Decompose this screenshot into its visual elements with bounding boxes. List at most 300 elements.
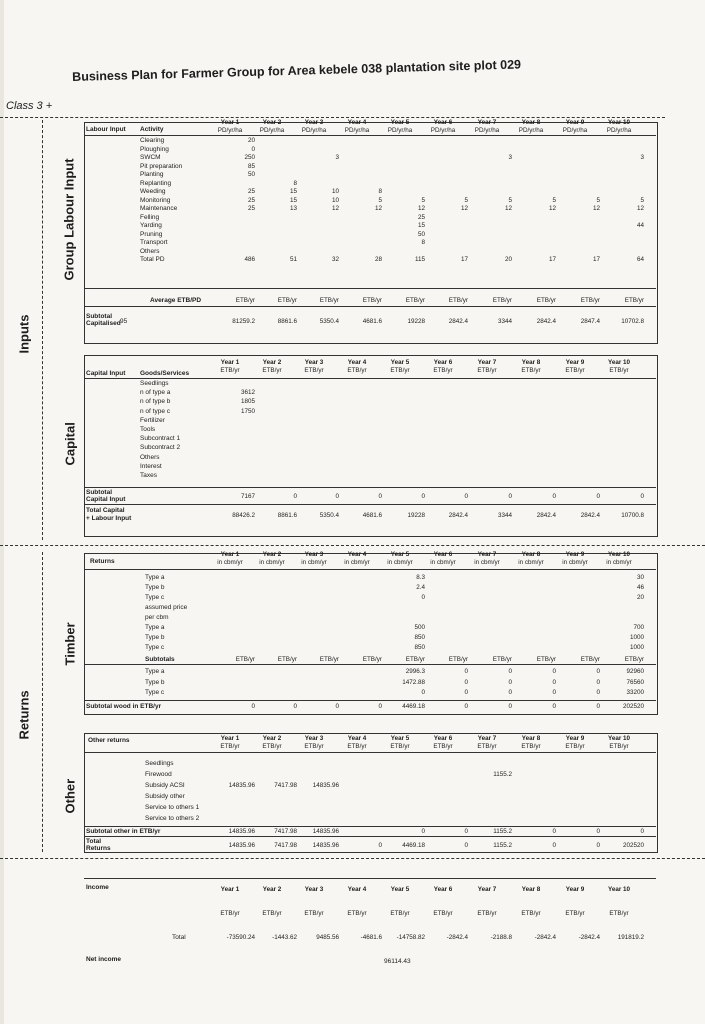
timber-subtotal-unit: ETB/yr [405, 656, 425, 663]
labour-unit-header: PD/yr/ha [474, 127, 500, 134]
other-row-label: Subsidy ACSI [145, 782, 185, 789]
timber-cell: 8.3 [416, 574, 425, 581]
other-total-cell: 0 [464, 842, 468, 849]
timber-cell: 0 [596, 678, 600, 686]
capital-total-cell: 8861.6 [277, 512, 297, 519]
timber-total-cell: 0 [552, 703, 556, 710]
capital-total-cell: 0 [421, 493, 425, 500]
other-total-cell: 0 [596, 828, 600, 835]
timber-row-label: Type b [145, 584, 165, 591]
labour-cell: 5 [596, 196, 600, 204]
other-total-cell: 7417.98 [274, 842, 297, 849]
other-total-cell: 0 [596, 842, 600, 849]
labour-cell: 12 [636, 205, 644, 212]
labour-row-label: SWCM [140, 154, 161, 161]
capital-total-cell: 0 [552, 493, 556, 500]
timber-row-label: Type a [145, 668, 165, 675]
capital-total-cell: 0 [293, 493, 297, 500]
labour-cell: 5 [640, 196, 644, 204]
capital-row-label: n of type b [140, 398, 171, 406]
income-total-cell: 9485.56 [316, 934, 339, 941]
labour-total-cell: 81259.2 [232, 318, 255, 325]
labour-cell: 3 [335, 154, 339, 161]
capital-unit-header: ETB/yr [433, 367, 453, 374]
other-header-rule [84, 752, 656, 753]
labour-avg-unit: ETB/yr [235, 297, 255, 304]
other-unit-header: ETB/yr [262, 743, 282, 750]
timber-row-label: Type a [145, 624, 165, 631]
timber-subtotals-label: Subtotals [145, 656, 175, 663]
timber-year-header: Year 3 [304, 551, 324, 558]
divider-returns-end [0, 858, 705, 859]
income-unit-header: ETB/yr [477, 910, 497, 917]
income-year-header: Year 3 [304, 886, 324, 893]
income-unit-header: ETB/yr [521, 910, 541, 917]
capital-unit-header: ETB/yr [477, 367, 497, 374]
capital-row-label: n of type a [140, 389, 171, 397]
other-cell: 7417.98 [274, 782, 297, 789]
other-sub-rule [84, 826, 656, 827]
timber-cell: 0 [464, 668, 468, 675]
labour-cell: 15 [417, 222, 425, 229]
income-total-label: Total [172, 934, 186, 941]
labour-cell: 17 [592, 256, 600, 263]
other-row-label: Seedlings [145, 760, 174, 767]
labour-year-header: Year 6 [433, 119, 453, 126]
other-unit-header: ETB/yr [565, 743, 585, 750]
other-total-rule [84, 836, 656, 837]
income-total-cell: -2842.4 [534, 934, 556, 941]
timber-unit-header: in cbm/yr [217, 559, 243, 566]
timber-cell: 46 [636, 584, 644, 591]
labour-row-label: Replanting [140, 179, 172, 187]
timber-cell: 0 [552, 668, 556, 675]
capital-total-cell: 19228 [407, 512, 425, 519]
income-total-cell: -4681.6 [360, 934, 382, 941]
capital-unit-header: ETB/yr [521, 367, 541, 374]
other-unit-header: ETB/yr [609, 743, 629, 750]
document-title: Business Plan for Farmer Group for Area kebele 038 plantation site plot 029 [72, 57, 522, 84]
timber-total-cell: 202520 [622, 703, 644, 710]
labour-avg-unit: ETB/yr [448, 297, 468, 304]
capital-row-label: Others [140, 453, 160, 461]
income-total-cell: -2842.4 [446, 934, 468, 941]
timber-cell: 700 [633, 624, 644, 631]
capital-unit-header: ETB/yr [262, 367, 282, 374]
capital-year-header: Year 1 [220, 359, 240, 366]
income-col0-header: Income [86, 884, 109, 891]
timber-subtotal-unit: ETB/yr [235, 656, 255, 663]
labour-avg-unit: ETB/yr [319, 297, 339, 304]
timber-unit-header: in cbm/yr [518, 559, 544, 566]
labour-header-rule [84, 135, 656, 136]
timber-total-cell: 0 [508, 703, 512, 710]
capital-col0-header: Capital Input [86, 370, 126, 377]
other-unit-header: ETB/yr [304, 743, 324, 750]
timber-year-header: Year 1 [220, 551, 240, 558]
capital-sub-rule [84, 487, 656, 488]
divider-inputs-returns [0, 545, 705, 546]
labour-avg-unit: ETB/yr [492, 297, 512, 304]
timber-cell: 850 [414, 644, 425, 651]
capital-year-header: Year 8 [521, 359, 541, 366]
income-year-header: Year 5 [390, 886, 410, 893]
labour-total-cell: 2847.4 [580, 318, 600, 325]
labour-row-label: Total PD [140, 256, 165, 263]
other-unit-header: ETB/yr [433, 743, 453, 750]
income-total-cell: 191819.2 [617, 934, 644, 941]
timber-year-header: Year 6 [433, 551, 453, 558]
timber-row-label: Type a [145, 574, 165, 581]
timber-cell: 850 [414, 634, 425, 641]
labour-totalpd-rule [84, 288, 656, 289]
capital-total-cell: 0 [378, 493, 382, 500]
timber-total-cell: 0 [464, 703, 468, 710]
capital-year-header: Year 9 [565, 359, 585, 366]
labour-cell: 12 [504, 205, 512, 212]
capital-row-label: n of type c [140, 407, 170, 415]
labour-avg-unit: ETB/yr [405, 297, 425, 304]
labour-avg-value: 95 [120, 318, 128, 325]
timber-cell: 1000 [629, 644, 644, 651]
timber-cell: 0 [464, 678, 468, 686]
income-year-header: Year 6 [433, 886, 453, 893]
timber-unit-header: in cbm/yr [344, 559, 370, 566]
capital-total-cell: 88426.2 [232, 512, 255, 519]
other-total-label: Total [86, 838, 102, 845]
timber-subtotal-unit: ETB/yr [319, 656, 339, 663]
labour-cell: 25 [247, 188, 255, 195]
labour-cell: 12 [374, 205, 382, 212]
other-row-label: Service to others 2 [145, 815, 200, 822]
labour-col1-header: Activity [140, 126, 164, 133]
labour-total-cell: 4681.6 [362, 318, 382, 325]
labour-cell: 12 [331, 205, 339, 212]
timber-subtotal-unit: ETB/yr [492, 656, 512, 663]
timber-unit-header: in cbm/yr [606, 559, 632, 566]
capital-total-cell: 7167 [240, 493, 255, 500]
income-unit-header: ETB/yr [433, 910, 453, 917]
timber-cell: 76560 [626, 678, 644, 686]
other-row-label: Firewood [145, 771, 172, 778]
other-year-header: Year 3 [304, 735, 324, 742]
timber-total-cell: 0 [596, 703, 600, 710]
timber-total-cell: 0 [293, 703, 297, 710]
other-col0-header: Other returns [88, 737, 130, 744]
labour-cell: 15 [289, 188, 297, 195]
labour-year-header: Year 4 [347, 119, 367, 126]
income-total-cell: -1443.62 [272, 934, 297, 941]
labour-cell: 25 [247, 205, 255, 212]
capital-subtotal-label: Subtotal [86, 489, 112, 496]
labour-avg-unit: ETB/yr [277, 297, 297, 304]
labour-cell: 85 [247, 162, 255, 170]
labour-year-header: Year 1 [220, 119, 240, 126]
timber-unit-header: in cbm/yr [474, 559, 500, 566]
labour-cell: 28 [374, 256, 382, 263]
timber-subtotal-unit: ETB/yr [277, 656, 297, 663]
labour-col0-header: Labour Input [86, 126, 126, 133]
timber-unit-header: in cbm/yr [562, 559, 588, 566]
income-total-cell: -73590.24 [226, 934, 255, 941]
capital-total-cell: 0 [464, 493, 468, 500]
labour-subtotal-label: Subtotal [86, 313, 112, 320]
other-section-label: Other [62, 778, 78, 814]
other-total-cell: 0 [640, 828, 644, 835]
income-year-header: Year 1 [220, 886, 240, 893]
labour-cell: 13 [289, 205, 297, 212]
timber-cell: 0 [552, 689, 556, 696]
divider-top [0, 117, 665, 118]
capital-total-label2: + Labour Input [86, 515, 132, 522]
timber-subtotal-rule [84, 664, 656, 665]
labour-cell: 5 [378, 196, 382, 204]
labour-total-cell: 3344 [497, 318, 512, 325]
capital-total-cell: 2842.4 [448, 512, 468, 519]
other-year-header: Year 2 [262, 735, 282, 742]
labour-cell: 8 [378, 188, 382, 195]
returns-label: Returns [16, 690, 32, 740]
labour-cell: 5 [508, 196, 512, 204]
labour-unit-header: PD/yr/ha [301, 127, 327, 134]
capital-year-header: Year 5 [390, 359, 410, 366]
timber-total-cell: 4469.18 [402, 703, 425, 710]
timber-subtotal-wood-label: Subtotal wood in ETB/yr [86, 703, 162, 710]
timber-cell: 0 [508, 668, 512, 675]
capital-year-header: Year 7 [477, 359, 497, 366]
income-year-header: Year 7 [477, 886, 497, 893]
income-unit-header: ETB/yr [262, 910, 282, 917]
labour-year-header: Year 10 [607, 119, 631, 126]
timber-cell: 0 [596, 689, 600, 696]
other-total-cell: 4469.18 [402, 842, 425, 849]
labour-unit-header: PD/yr/ha [562, 127, 588, 134]
timber-year-header: Year 9 [565, 551, 585, 558]
capital-row-label: Taxes [140, 472, 157, 479]
timber-cell: 0 [421, 689, 425, 696]
labour-unit-header: PD/yr/ha [606, 127, 632, 134]
page-edge [0, 0, 4, 1024]
capital-col1-header: Goods/Services [140, 370, 190, 377]
income-year-header: Year 8 [521, 886, 541, 893]
labour-row-label: Others [140, 247, 160, 255]
capital-year-header: Year 4 [347, 359, 367, 366]
income-total-cell: -14758.82 [396, 934, 425, 941]
labour-cell: 12 [592, 205, 600, 212]
other-total-cell: 0 [421, 828, 425, 835]
timber-cell: 1000 [629, 634, 644, 641]
income-unit-header: ETB/yr [304, 910, 324, 917]
capital-unit-header: ETB/yr [565, 367, 585, 374]
labour-cell: 15 [289, 196, 297, 204]
timber-cell: 0 [421, 594, 425, 601]
timber-row-label: Type b [145, 634, 165, 641]
other-cell: 14835.96 [312, 782, 339, 789]
labour-avg-label: Average ETB/PD [150, 297, 202, 304]
capital-total-rule [84, 504, 656, 505]
timber-year-header: Year 5 [390, 551, 410, 558]
labour-cell: 20 [247, 137, 255, 144]
timber-total-cell: 0 [378, 703, 382, 710]
labour-unit-header: PD/yr/ha [259, 127, 285, 134]
income-total-cell: -2188.8 [490, 934, 512, 941]
timber-cell: 30 [636, 574, 644, 581]
returns-bracket [42, 552, 43, 852]
timber-cell: 33200 [626, 689, 644, 696]
timber-row-label: Type b [145, 678, 165, 686]
timber-total-cell: 0 [251, 703, 255, 710]
capital-cell: 3612 [240, 389, 255, 397]
labour-cell: 32 [331, 256, 339, 263]
labour-cell: 12 [460, 205, 468, 212]
timber-cell: 2.4 [416, 584, 425, 591]
income-unit-header: ETB/yr [220, 910, 240, 917]
labour-row-label: Felling [140, 213, 160, 221]
timber-cell: 0 [552, 678, 556, 686]
labour-row-label: Maintenance [140, 205, 178, 212]
other-unit-header: ETB/yr [220, 743, 240, 750]
labour-cell: 5 [552, 196, 556, 204]
capital-year-header: Year 2 [262, 359, 282, 366]
other-total-cell: 0 [378, 842, 382, 849]
timber-year-header: Year 2 [262, 551, 282, 558]
labour-row-label: Yarding [140, 222, 162, 229]
timber-year-header: Year 4 [347, 551, 367, 558]
labour-cell: 10 [331, 196, 339, 204]
capital-unit-header: ETB/yr [609, 367, 629, 374]
capital-row-label: Subcontract 2 [140, 444, 181, 452]
labour-section-label: Group Labour Input [61, 158, 77, 281]
income-total-cell: -2842.4 [578, 934, 600, 941]
other-total-cell: 0 [552, 828, 556, 835]
timber-wood-rule [84, 700, 656, 701]
labour-avg-unit: ETB/yr [362, 297, 382, 304]
other-cell: 14835.96 [228, 782, 255, 789]
labour-year-header: Year 8 [521, 119, 541, 126]
labour-year-header: Year 5 [390, 119, 410, 126]
timber-row-label: Type c [145, 594, 165, 601]
other-year-header: Year 8 [521, 735, 541, 742]
other-year-header: Year 9 [565, 735, 585, 742]
labour-year-header: Year 7 [477, 119, 497, 126]
timber-total-cell: 0 [335, 703, 339, 710]
capital-year-header: Year 6 [433, 359, 453, 366]
other-year-header: Year 7 [477, 735, 497, 742]
labour-unit-header: PD/yr/ha [518, 127, 544, 134]
labour-row-label: Transport [140, 239, 168, 246]
other-total-label2: Returns [86, 845, 111, 852]
labour-avg-rule [84, 306, 656, 307]
labour-row-label: Pruning [140, 230, 163, 238]
labour-row-label: Planting [140, 171, 164, 178]
labour-total-cell: 2842.4 [536, 318, 556, 325]
other-year-header: Year 5 [390, 735, 410, 742]
labour-total-cell: 2842.4 [448, 318, 468, 325]
capital-cell: 1750 [240, 407, 255, 415]
timber-unit-header: in cbm/yr [259, 559, 285, 566]
capital-row-label: Interest [140, 462, 162, 470]
income-unit-header: ETB/yr [347, 910, 367, 917]
other-unit-header: ETB/yr [521, 743, 541, 750]
labour-cell: 51 [289, 256, 297, 263]
capital-total-cell: 4681.6 [362, 512, 382, 519]
other-year-header: Year 6 [433, 735, 453, 742]
labour-capitalised-label: Capitalised [86, 320, 121, 327]
timber-cell: 1472.88 [402, 678, 425, 686]
timber-cell: 0 [508, 689, 512, 696]
income-year-header: Year 4 [347, 886, 367, 893]
capital-total-cell: 3344 [497, 512, 512, 519]
capital-unit-header: ETB/yr [347, 367, 367, 374]
timber-cell: 0 [508, 678, 512, 686]
other-total-cell: 14835.96 [312, 828, 339, 835]
timber-cell: 20 [636, 594, 644, 601]
other-subtotal-label: Subtotal other in ETB/yr [86, 828, 161, 835]
capital-section-label: Capital [62, 422, 78, 466]
timber-row-label: assumed price [145, 604, 188, 611]
inputs-bracket [42, 120, 43, 540]
other-total-cell: 1155.2 [493, 828, 512, 835]
timber-year-header: Year 8 [521, 551, 541, 558]
other-row-label: Service to others 1 [145, 804, 200, 811]
timber-unit-header: in cbm/yr [430, 559, 456, 566]
other-row-label: Subsidy other [145, 793, 185, 800]
labour-row-label: Monitoring [140, 196, 171, 204]
labour-row-label: Weeding [140, 188, 166, 195]
capital-total-cell: 5350.4 [319, 512, 339, 519]
labour-cell: 8 [293, 179, 297, 187]
other-total-cell: 202520 [622, 842, 644, 849]
labour-cell: 20 [504, 256, 512, 263]
labour-cell: 44 [636, 222, 644, 229]
other-year-header: Year 4 [347, 735, 367, 742]
timber-col0-header: Returns [90, 558, 115, 565]
other-total-cell: 1155.2 [493, 842, 512, 849]
other-year-header: Year 1 [220, 735, 240, 742]
labour-cell: 5 [464, 196, 468, 204]
timber-cell: 92960 [626, 668, 644, 675]
income-unit-header: ETB/yr [565, 910, 585, 917]
capital-header-rule [84, 378, 656, 379]
capital-cell: 1805 [240, 398, 255, 406]
timber-subtotal-unit: ETB/yr [448, 656, 468, 663]
income-unit-header: ETB/yr [390, 910, 410, 917]
labour-unit-header: PD/yr/ha [430, 127, 456, 134]
capital-row-label: Tools [140, 426, 156, 433]
labour-cell: 10 [331, 188, 339, 195]
other-year-header: Year 10 [607, 735, 631, 742]
other-unit-header: ETB/yr [347, 743, 367, 750]
labour-cell: 3 [508, 154, 512, 161]
labour-cell: 3 [640, 154, 644, 161]
other-total-cell: 14835.96 [228, 828, 255, 835]
capital-total-cell: 0 [596, 493, 600, 500]
capital-unit-header: ETB/yr [390, 367, 410, 374]
timber-cell: 2996.3 [405, 668, 425, 675]
labour-cell: 0 [251, 145, 255, 153]
labour-cell: 50 [417, 230, 425, 238]
income-year-header: Year 2 [262, 886, 282, 893]
income-unit-header: ETB/yr [609, 910, 629, 917]
capital-total-cell: 2842.4 [536, 512, 556, 519]
labour-row-label: Clearing [140, 137, 165, 144]
capital-total-cell: 10700.8 [621, 512, 644, 519]
labour-avg-unit: ETB/yr [536, 297, 556, 304]
other-cell: 1155.2 [493, 771, 512, 778]
timber-subtotal-unit: ETB/yr [362, 656, 382, 663]
income-year-header: Year 10 [607, 886, 631, 893]
capital-row-label: Subcontract 1 [140, 435, 181, 443]
